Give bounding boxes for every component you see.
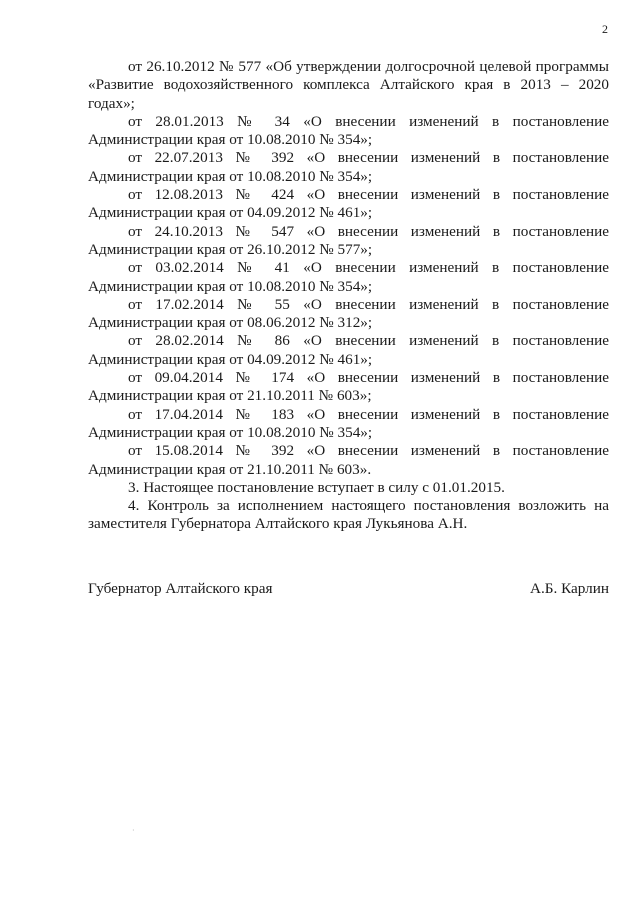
paragraph: 3. Настоящее постановление вступает в силу с 01.01.2015. — [128, 478, 505, 496]
scan-dot: · — [132, 826, 135, 835]
signature-block — [88, 580, 609, 598]
paragraph: от 17.04.2014 № 183 «О внесении изменений в постановление Администрации края от 10.08.2010 № 354»; — [88, 405, 609, 441]
paragraph: от 24.10.2013 № 547 «О внесении изменений в постановление Администрации края от 26.10.2012 № 577»; — [88, 222, 609, 258]
paragraph: 4. Контроль за исполнением настоящего постановления возложить на заместителя Губернатора Алтайского края Лукьянова А.Н. — [88, 497, 609, 533]
paragraph: от 28.01.2013 № 34 «О внесении изменений в постановление Администрации края от 10.08.2010 № 354»; — [88, 112, 609, 149]
paragraph: от 12.08.2013 № 424 «О внесении изменений в постановление Администрации края от 04.09.2012 № 461»; — [88, 186, 609, 222]
signature-position: Губернатор Алтайского края — [88, 580, 273, 597]
page-number: 2 — [602, 22, 608, 36]
paragraph: от 03.02.2014 № 41 «О внесении изменений в постановление Администрации края от 10.08.2010 № 354»; — [88, 259, 609, 295]
paragraph: от 17.02.2014 № 55 «О внесении изменений в постановление Администрации края от 08.06.2012 № 312»; — [88, 295, 609, 332]
paragraph: от 28.02.2014 № 86 «О внесении изменений в постановление Администрации края от 04.09.2012 № 461»; — [88, 332, 609, 368]
document-body — [88, 58, 609, 534]
signature-name: А.Б. Карлин — [530, 580, 609, 597]
paragraph: от 15.08.2014 № 392 «О внесении изменений в постановление Администрации края от 21.10.2011 № 603». — [88, 442, 609, 478]
paragraph: от 09.04.2014 № 174 «О внесении изменений в постановление Администрации края от 21.10.2011 № 603»; — [88, 369, 609, 405]
paragraph: от 22.07.2013 № 392 «О внесении изменений в постановление Администрации края от 10.08.2010 № 354»; — [88, 149, 609, 185]
paragraph: от 26.10.2012 № 577 «Об утверждении долгосрочной целевой программы «Развитие водохозяйственного комплекса Алтайского края в 2013 – 2020 годах»; — [88, 58, 609, 112]
